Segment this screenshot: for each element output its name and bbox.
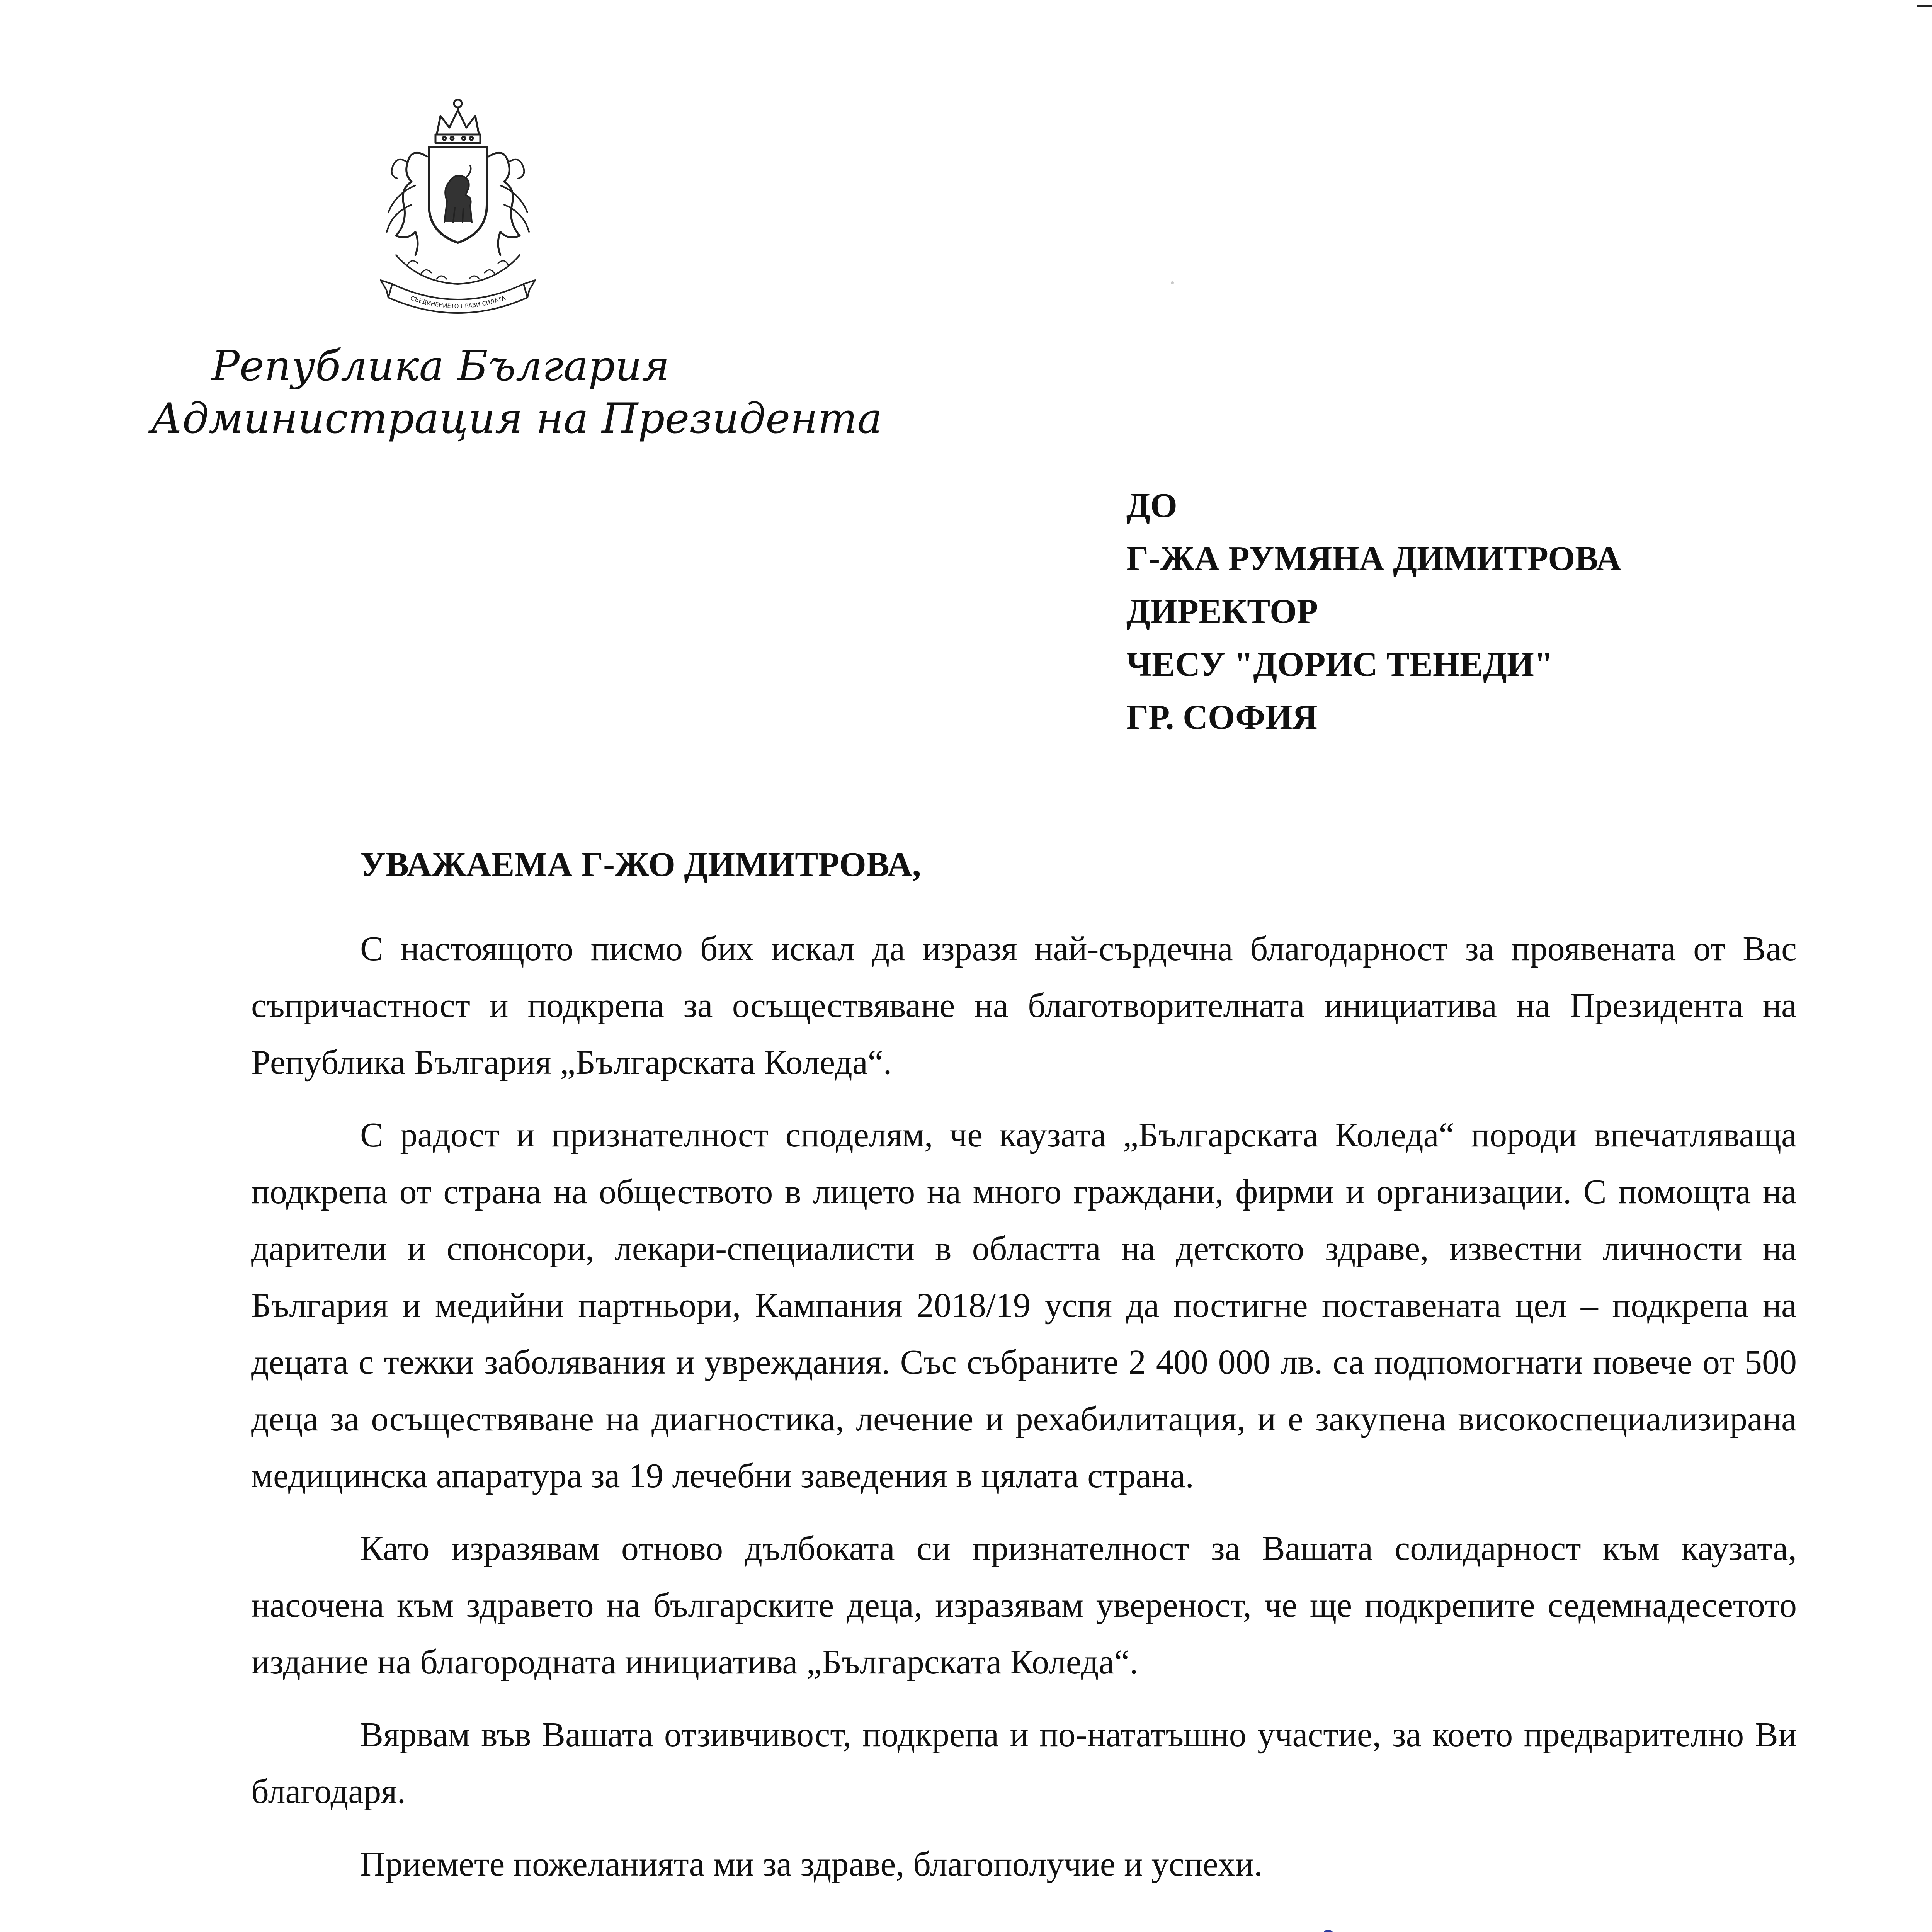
handwritten-signature	[1236, 1924, 1530, 1932]
body-paragraph: Като изразявам отново дълбоката си признателност за Вашата солидарност към каузата, насочена към здравето на българските деца, изразявам увереност, че ще подкрепите седемнадесетото издание на благородната инициатива „Българската Коледа“.	[251, 1529, 1797, 1681]
salutation: УВАЖАЕМА Г-ЖО ДИМИТРОВА,	[360, 845, 921, 884]
body-paragraph: Вярвам във Вашата отзивчивост, подкрепа и по-нататъшно участие, за което предварително Ви благодаря.	[251, 1716, 1797, 1811]
scan-speck	[1171, 281, 1174, 284]
scan-edge-mark	[1917, 5, 1932, 7]
body-paragraph: С настоящото писмо бих искал да изразя най-сърдечна благодарност за проявената от Вас съпричастност и подкрепа за осъществяване на благотворителната инициатива на Президента на Република България „Българската Коледа“.	[251, 930, 1797, 1082]
recipient-organization: ЧЕСУ "ДОРИС ТЕНЕДИ"	[1126, 645, 1553, 684]
sender-block	[151, 340, 883, 445]
coat-ribbon-text: СЪЕДИНЕНИЕТО ПРАВИ СИЛАТА	[409, 294, 507, 310]
recipient-name: Г-ЖА РУМЯНА ДИМИТРОВА	[1126, 539, 1621, 578]
body-paragraph: С радост и признателност споделям, че каузата „Българската Коледа“ породи впечатляваща подкрепа от страна на обществото в лицето на много граждани, фирми и организации. С помощта на дарители и спонсори, лекари-специалисти в областта на детското здраве, известни личности на България и медийни партньори, Кампания 2018/19 успя да постигне поставената цел – подкрепа на децата с тежки заболявания и увреждания. Със събраните 2 400 000 лв. са подпомогнати повече от 500 деца за осъществяване на диагностика, лечение и рехабилитация, и е закупена високоспециализирана медицинска апаратура за 19 лечебни заведения в цялата страна.	[251, 1116, 1797, 1495]
letter-body	[251, 920, 1797, 1908]
recipient-city: ГР. СОФИЯ	[1126, 698, 1318, 736]
recipient-to: ДО	[1126, 486, 1177, 525]
body-paragraph: Приемете пожеланията ми за здраве, благополучие и успехи.	[360, 1845, 1263, 1883]
recipient-block	[1126, 479, 1621, 744]
recipient-position: ДИРЕКТОР	[1126, 592, 1318, 631]
sender-country: Република България	[211, 342, 670, 390]
coat-of-arms-emblem	[350, 89, 566, 325]
sender-administration: Администрация на Президента	[151, 395, 883, 443]
